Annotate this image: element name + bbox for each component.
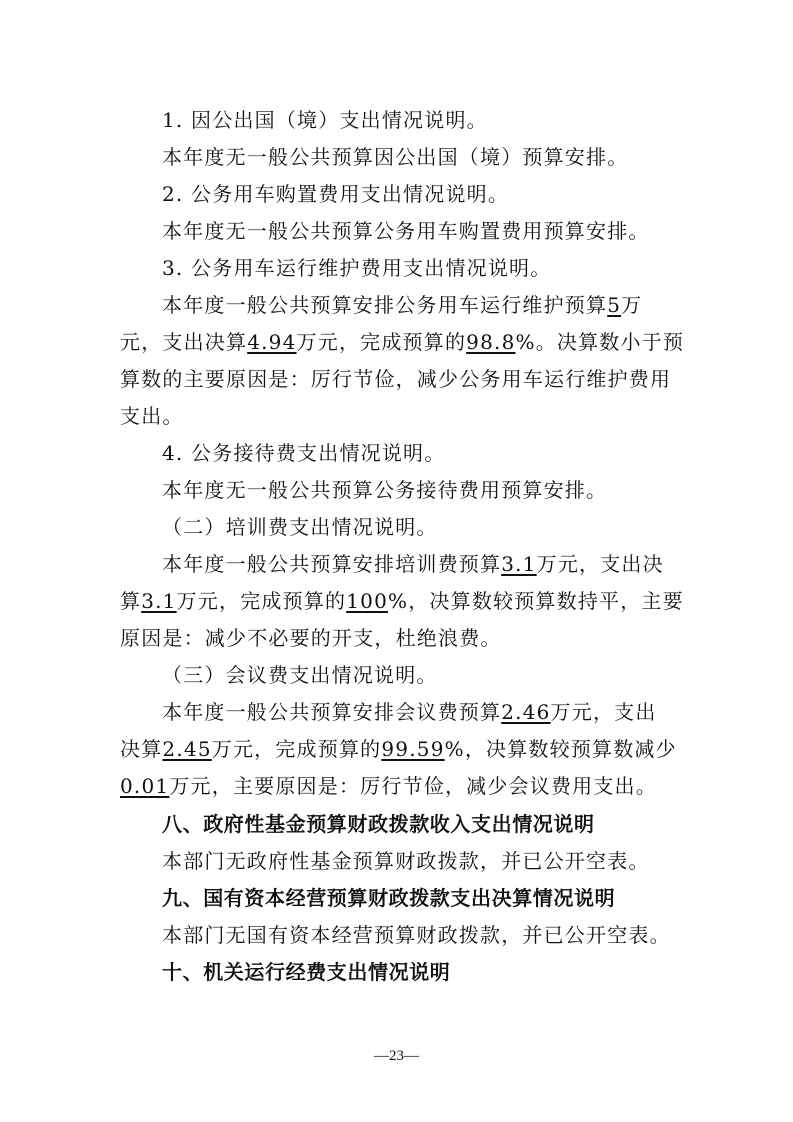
paragraph-line — [162, 292, 722, 318]
budget-amount: 2.46 — [501, 700, 551, 724]
completion-rate: 100 — [346, 589, 389, 613]
paragraph-line: 原因是：减少不必要的开支，杜绝浪费。 — [120, 626, 502, 650]
text: 算 — [120, 589, 142, 613]
item-3-heading: 3. 公务用车运行维护费用支出情况说明。 — [162, 256, 552, 280]
budget-amount: 5 — [607, 293, 622, 317]
paragraph: 本年度无一般公共预算公务接待费用预算安排。 — [162, 478, 608, 502]
section-heading: （二）培训费支出情况说明。 — [162, 515, 438, 539]
paragraph: 本年度无一般公共预算公务用车购置费用预算安排。 — [162, 219, 650, 243]
section-heading: （三）会议费支出情况说明。 — [162, 663, 438, 687]
item-2-heading: 2. 公务用车购置费用支出情况说明。 — [162, 182, 510, 206]
actual-amount: 4.94 — [247, 330, 297, 354]
budget-amount: 3.1 — [501, 552, 537, 576]
paragraph: 本部门无国有资本经营预算财政拨款，并已公开空表。 — [162, 923, 671, 947]
text: 万元，完成预算的 — [211, 737, 382, 761]
paragraph: 本年度无一般公共预算因公出国（境）预算安排。 — [162, 145, 629, 169]
reduction-amount: 0.01 — [120, 774, 170, 798]
item-1-heading: 1. 因公出国（境）支出情况说明。 — [162, 108, 488, 132]
paragraph-line: 算数的主要原因是：厉行节俭，减少公务用车运行维护费用 — [120, 367, 672, 391]
text: 万元，完成预算的 — [296, 330, 467, 354]
text: %。决算数小于预 — [515, 330, 685, 354]
completion-rate: 99.59 — [381, 737, 445, 761]
completion-rate: 98.8 — [466, 330, 516, 354]
paragraph-line — [120, 736, 680, 762]
page-number: —23— — [374, 1048, 419, 1064]
text: 元，支出决算 — [120, 330, 248, 354]
actual-amount: 2.45 — [162, 737, 212, 761]
paragraph-line — [162, 551, 722, 577]
text: %，决算数较预算数减少 — [444, 737, 677, 761]
text: 本年度一般公共预算安排培训费预算 — [162, 552, 502, 576]
chapter-10-heading: 十、机关运行经费支出情况说明 — [162, 960, 451, 984]
paragraph-line — [120, 773, 680, 799]
item-4-heading: 4. 公务接待费支出情况说明。 — [162, 441, 446, 465]
paragraph-line — [120, 588, 684, 614]
paragraph: 本部门无政府性基金预算财政拨款，并已公开空表。 — [162, 849, 650, 873]
text: %，决算数较预算数持平，主要 — [388, 589, 684, 613]
text: 万元，支出决 — [536, 552, 664, 576]
paragraph-line: 支出。 — [120, 404, 184, 428]
text: 决算 — [120, 737, 163, 761]
text: 万 — [621, 293, 643, 317]
chapter-8-heading: 八、政府性基金预算财政拨款收入支出情况说明 — [162, 812, 595, 836]
actual-amount: 3.1 — [141, 589, 177, 613]
text: 万元，支出 — [550, 700, 657, 724]
text: 万元，主要原因是：厉行节俭，减少会议费用支出。 — [169, 774, 657, 798]
text: 万元，完成预算的 — [176, 589, 347, 613]
text: 本年度一般公共预算安排会议费预算 — [162, 700, 502, 724]
chapter-9-heading: 九、国有资本经营预算财政拨款支出决算情况说明 — [162, 886, 616, 910]
text: 本年度一般公共预算安排公务用车运行维护预算 — [162, 293, 608, 317]
paragraph-line — [120, 329, 685, 355]
paragraph-line — [162, 699, 722, 725]
